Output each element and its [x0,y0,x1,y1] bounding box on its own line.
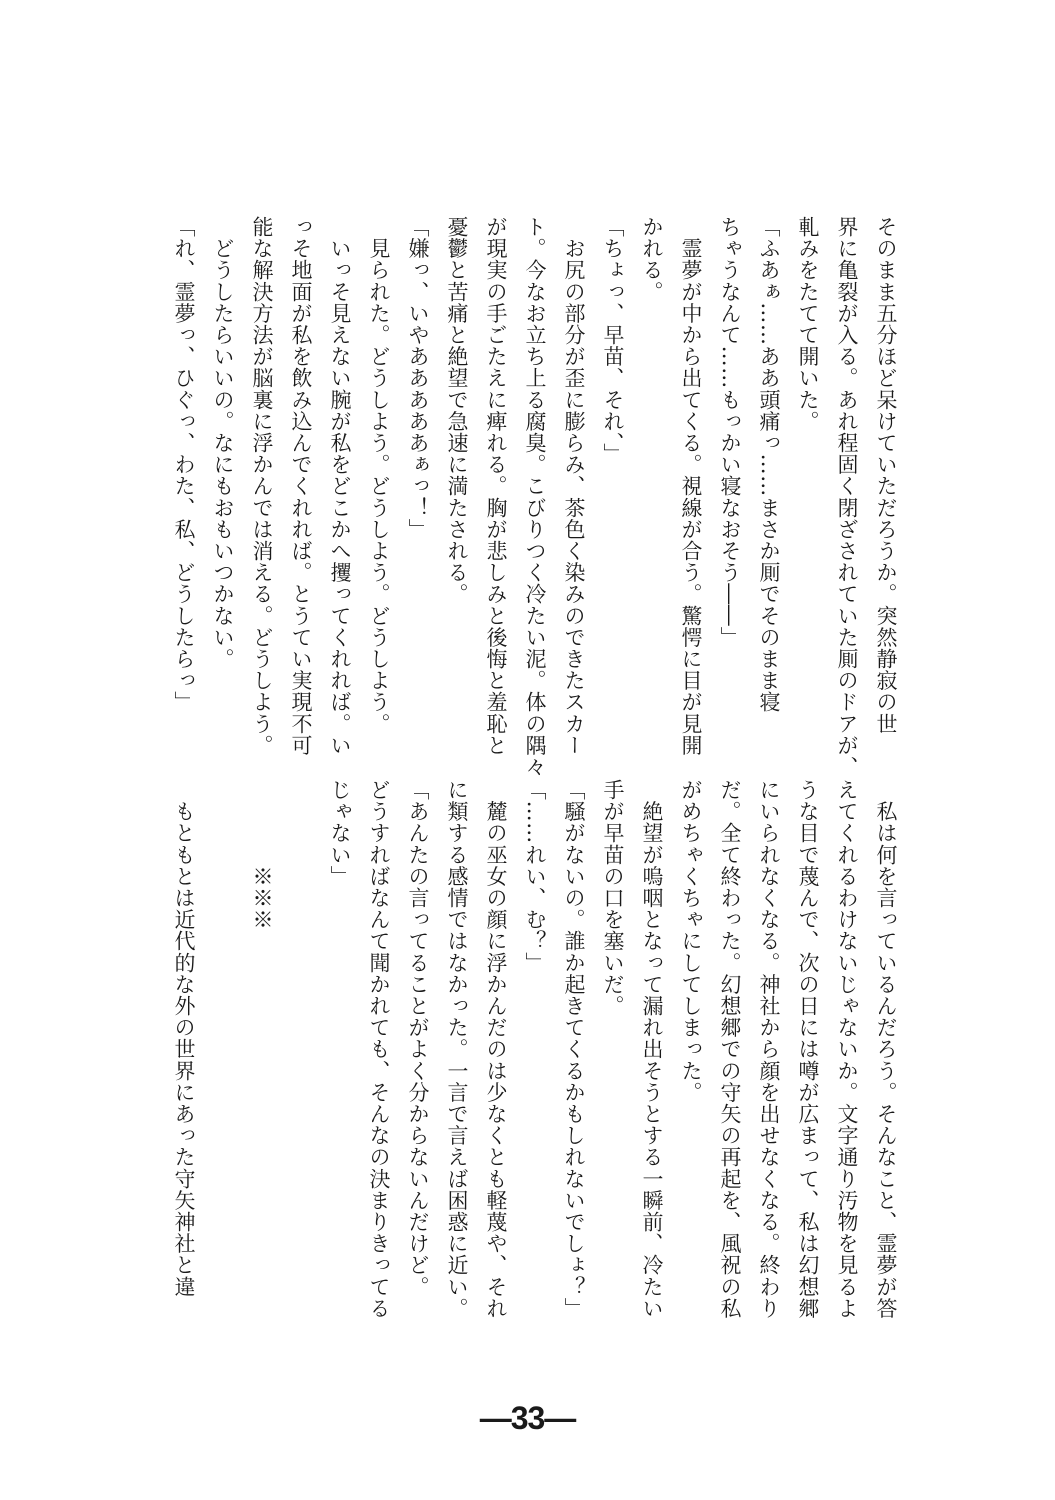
text-line: ちゃうなんて……もっかい寝なおそう――」 [718,216,742,648]
text-line: 能な解決方法が脳裏に浮かんでは消える。どうしよう。 [250,216,274,756]
text-line: 「ちょっ、早苗、それ、」 [601,216,625,465]
text-line: 霊夢が中から出てくる。視線が合う。驚愕に目が見開 [679,216,703,756]
section-separator: ※※※ [250,779,274,931]
text-line: 私は何を言っているんだろう。そんなこと、霊夢が答 [874,779,898,1319]
text-line: どうしたらいいの。なにもおもいつかない。 [211,216,235,670]
text-line: 「ふあぁ……ああ頭痛っ……まさか厠でそのまま寝 [757,216,781,713]
blank-line [281,779,320,1304]
text-line: もともとは近代的な外の世界にあった守矢神社と違 [172,779,196,1298]
page-number: —33— [479,1400,576,1436]
text-line: だ。全て終わった。幻想郷での守矢の再起を、風祝の私 [718,779,742,1319]
text-line: どうすればなんて聞かれても、そんなの決まりきってる [367,779,391,1319]
text-line: 憂鬱と苦痛と絶望で急速に満たされる。 [445,216,469,605]
text-line: 麓の巫女の顔に浮かんだのは少なくとも軽蔑や、それ [484,779,508,1319]
text-line: えてくれるわけないじゃないか。文字通り汚物を見るよ [835,779,859,1319]
text-line: 「騒がないの。誰か起きてくるかもしれないでしょ？」 [562,779,586,1319]
text-line: いっそ見えない腕が私をどこかへ攫ってくれれば。い [328,216,352,756]
text-line: にいられなくなる。神社から顔を出せなくなる。終わり [757,779,781,1319]
lower-text-block [164,779,905,1319]
text-line: うな目で蔑んで、次の日には噂が広まって、私は幻想郷 [796,779,820,1319]
text-line: そのまま五分ほど呆けていただろうか。突然静寂の世 [874,216,898,735]
text-line: 「嫌っ、いやあああああぁっ！」 [406,216,430,540]
text-line: じゃない」 [328,779,352,887]
upper-text-block [164,216,905,778]
text-line: 軋みをたてて開いた。 [796,216,820,432]
text-line: お尻の部分が歪に膨らみ、茶色く染みのできたスカー [562,216,586,756]
text-line: っそ地面が私を飲み込んでくれれば。とうてい実現不可 [289,216,313,756]
blank-line [203,779,242,1304]
text-line: 手が早苗の口を塞いだ。 [601,779,625,1017]
text-line: が現実の手ごたえに痺れる。胸が悲しみと後悔と羞恥と [484,216,508,756]
text-line: 見られた。どうしよう。どうしよう。どうしよう。 [367,216,391,735]
text-line: に類する感情ではなかった。一言で言えば困惑に近い。 [445,779,469,1319]
text-line: がめちゃくちゃにしてしまった。 [679,779,703,1103]
text-line: ト。今なお立ち上る腐臭。こびりつく冷たい泥。体の隅々 [523,216,547,778]
text-line: かれる。 [640,216,664,303]
text-line: 「れ、霊夢っ、ひぐっ、わた、私、どうしたらっ」 [172,216,196,713]
text-line: 「……れい、む？」 [523,779,547,974]
text-line: 界に亀裂が入る。あれ程固く閉ざされていた厠のドアが、 [835,216,859,778]
text-line: 「あんたの言ってることがよく分からないんだけど。 [406,779,430,1298]
text-line: 絶望が嗚咽となって漏れ出そうとする一瞬前、冷たい [640,779,664,1319]
